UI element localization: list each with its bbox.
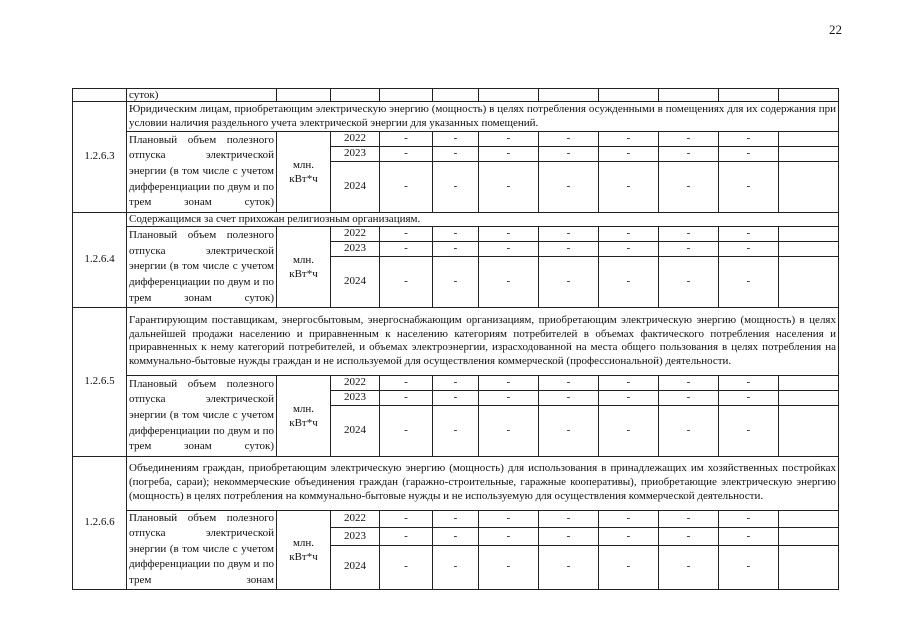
value-cell: - <box>539 390 599 405</box>
table-row <box>73 227 839 242</box>
value-cell: - <box>659 161 719 212</box>
value-cell: - <box>380 375 433 390</box>
section-code: 1.2.6.5 <box>73 307 127 456</box>
value-cell: - <box>433 146 479 161</box>
section-code: 1.2.6.6 <box>73 456 127 589</box>
value-cell: - <box>479 242 539 257</box>
value-cell: - <box>479 132 539 147</box>
year-cell: 2024 <box>331 256 380 307</box>
value-cell: - <box>433 375 479 390</box>
year-cell: 2022 <box>331 510 380 528</box>
value-cell: - <box>659 242 719 257</box>
value-cell: - <box>433 528 479 546</box>
value-cell: - <box>599 375 659 390</box>
value-cell: - <box>719 390 779 405</box>
value-cell: - <box>433 390 479 405</box>
row-label: Плановый объем полезного отпуска электрической энергии (в том числе с учетом дифференциации по двум и по трем зонам суток) <box>127 132 277 213</box>
section-description-row <box>73 307 839 375</box>
table-row <box>73 132 839 147</box>
value-cell: - <box>719 227 779 242</box>
value-cell: - <box>539 405 599 456</box>
continuation-code-cell <box>73 89 127 102</box>
value-cell: - <box>719 242 779 257</box>
value-cell: - <box>599 161 659 212</box>
value-cell: - <box>539 546 599 589</box>
value-cell: - <box>539 510 599 528</box>
value-cell: - <box>599 528 659 546</box>
document-table <box>72 88 839 590</box>
value-cell: - <box>479 375 539 390</box>
value-cell: - <box>433 161 479 212</box>
value-cell: - <box>599 256 659 307</box>
row-label: Плановый объем полезного отпуска электрической энергии (в том числе с учетом дифференциации по двум и по трем зонам суток) <box>127 375 277 456</box>
value-cell: - <box>719 375 779 390</box>
value-cell: - <box>719 132 779 147</box>
value-cell: - <box>380 242 433 257</box>
year-cell: 2023 <box>331 528 380 546</box>
value-cell: - <box>539 132 599 147</box>
value-cell: - <box>599 546 659 589</box>
value-cell: - <box>380 510 433 528</box>
year-cell: 2024 <box>331 161 380 212</box>
value-cell: - <box>599 390 659 405</box>
value-cell: - <box>599 242 659 257</box>
value-cell: - <box>719 405 779 456</box>
value-cell: - <box>380 390 433 405</box>
section-description: Юридическим лицам, приобретающим электрическую энергию (мощность) в целях потребления осужденными в помещениях для их содержания при условии наличия раздельного учета электрической энергии для указанных помещений. <box>127 102 839 132</box>
value-cell: - <box>539 161 599 212</box>
continuation-row <box>73 89 839 102</box>
year-cell: 2022 <box>331 375 380 390</box>
section-description: Гарантирующим поставщикам, энергосбытовым, энергоснабжающим организациям, приобретающим электрическую энергию (мощность) в целях дальнейшей продажи населению и приравненным к населению категориям потребителей в объемах фактического потребления населения и приравненных к нему категорий потребителей, и объемах электроэнергии, израсходованной на места общего пользования в целях потребления на коммунально-бытовые нужды граждан и не используемой для осуществления коммерческой (профессиональной) деятельности. <box>127 307 839 375</box>
table-row <box>73 510 839 528</box>
value-cell: - <box>479 161 539 212</box>
value-cell: - <box>539 227 599 242</box>
row-label: Плановый объем полезного отпуска электрической энергии (в том числе с учетом дифференциации по двум и по трем зонам суток) <box>127 227 277 308</box>
value-cell: - <box>599 227 659 242</box>
value-cell: - <box>380 528 433 546</box>
value-cell: - <box>539 528 599 546</box>
value-cell: - <box>380 132 433 147</box>
value-cell: - <box>479 256 539 307</box>
section-description: Содержащимся за счет прихожан религиозным организациям. <box>127 212 839 227</box>
value-cell: - <box>433 132 479 147</box>
value-cell: - <box>719 161 779 212</box>
value-cell: - <box>599 132 659 147</box>
value-cell: - <box>659 146 719 161</box>
table-row <box>73 375 839 390</box>
continuation-label: суток) <box>127 89 277 102</box>
row-label: Плановый объем полезного отпуска электрической энергии (в том числе с учетом дифференциации по двум и по трем зонам <box>127 510 277 589</box>
value-cell: - <box>380 405 433 456</box>
value-cell: - <box>479 227 539 242</box>
value-cell: - <box>433 405 479 456</box>
value-cell: - <box>479 510 539 528</box>
value-cell: - <box>719 146 779 161</box>
value-cell: - <box>380 227 433 242</box>
value-cell: - <box>659 227 719 242</box>
value-cell: - <box>659 256 719 307</box>
year-cell: 2024 <box>331 405 380 456</box>
section-description-row <box>73 212 839 227</box>
value-cell: - <box>433 510 479 528</box>
section-code: 1.2.6.3 <box>73 102 127 213</box>
value-cell: - <box>479 146 539 161</box>
value-cell: - <box>659 375 719 390</box>
value-cell: - <box>479 405 539 456</box>
unit-cell: млн. кВт*ч <box>277 227 331 308</box>
value-cell: - <box>719 546 779 589</box>
value-cell: - <box>479 528 539 546</box>
section-description: Объединениям граждан, приобретающим электрическую энергию (мощность) для использования в принадлежащих им хозяйственных постройках (погреба, сараи); некоммерческие объединения граждан (гаражно-строительные, гаражные кооперативы), приобретающие электрическую энергию (мощность) в целях потребления на коммунально-бытовые нужды и не используемую для осуществления коммерческой деятельности. <box>127 456 839 510</box>
value-cell: - <box>719 510 779 528</box>
year-cell: 2022 <box>331 227 380 242</box>
value-cell: - <box>659 390 719 405</box>
value-cell: - <box>659 510 719 528</box>
year-cell: 2022 <box>331 132 380 147</box>
value-cell: - <box>539 375 599 390</box>
value-cell: - <box>539 256 599 307</box>
value-cell: - <box>380 256 433 307</box>
value-cell: - <box>599 405 659 456</box>
section-description-row <box>73 102 839 132</box>
value-cell: - <box>539 146 599 161</box>
year-cell: 2024 <box>331 546 380 589</box>
value-cell: - <box>380 161 433 212</box>
value-cell: - <box>380 546 433 589</box>
unit-cell: млн. кВт*ч <box>277 132 331 213</box>
value-cell: - <box>659 546 719 589</box>
section-description-row <box>73 456 839 510</box>
year-cell: 2023 <box>331 242 380 257</box>
year-cell: 2023 <box>331 146 380 161</box>
value-cell: - <box>659 528 719 546</box>
value-cell: - <box>433 546 479 589</box>
value-cell: - <box>433 256 479 307</box>
value-cell: - <box>433 242 479 257</box>
value-cell: - <box>719 256 779 307</box>
page-number: 22 <box>829 22 842 37</box>
value-cell: - <box>433 227 479 242</box>
year-cell: 2023 <box>331 390 380 405</box>
unit-cell: млн. кВт*ч <box>277 510 331 589</box>
value-cell: - <box>599 510 659 528</box>
unit-cell: млн. кВт*ч <box>277 375 331 456</box>
value-cell: - <box>539 242 599 257</box>
value-cell: - <box>479 546 539 589</box>
value-cell: - <box>659 405 719 456</box>
value-cell: - <box>380 146 433 161</box>
value-cell: - <box>719 528 779 546</box>
section-code: 1.2.6.4 <box>73 212 127 307</box>
value-cell: - <box>599 146 659 161</box>
value-cell: - <box>659 132 719 147</box>
value-cell: - <box>479 390 539 405</box>
